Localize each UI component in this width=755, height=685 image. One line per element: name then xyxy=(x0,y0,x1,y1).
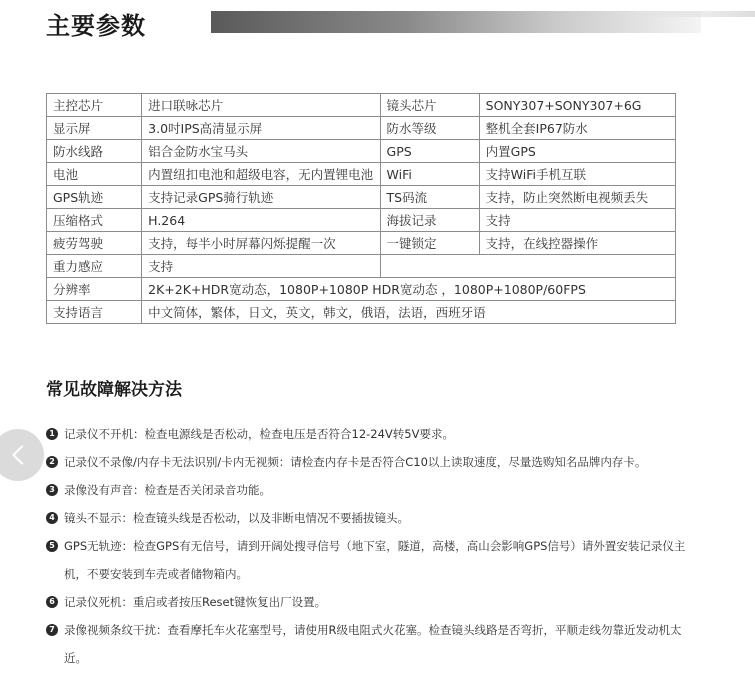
spec-label: 防水线路 xyxy=(47,140,142,163)
title-decoration-bar xyxy=(211,11,701,33)
spec-label: 一键锁定 xyxy=(380,232,479,255)
table-row xyxy=(47,94,676,117)
spec-value: 内置纽扣电池和超级电容，无内置锂电池 xyxy=(142,163,380,186)
table-row xyxy=(47,140,676,163)
spec-label: 显示屏 xyxy=(47,117,142,140)
spec-label: 分辨率 xyxy=(47,278,142,301)
spec-value: 内置GPS xyxy=(479,140,675,163)
title-bar-highlight xyxy=(631,11,755,17)
spec-label: WiFi xyxy=(380,163,479,186)
section-title: 常见故障解决方法 xyxy=(46,380,182,400)
number-badge: 3 xyxy=(46,484,58,496)
table-row xyxy=(47,186,676,209)
list-item xyxy=(46,448,696,476)
faq-text: 记录仪不录像/内存卡无法识别/卡内无视频：请检查内存卡是否符合C10以上读取速度，尽量选购知名品牌内存卡。 xyxy=(64,455,647,469)
spec-table xyxy=(46,93,676,324)
spec-label: TS码流 xyxy=(380,186,479,209)
spec-value: 2K+2K+HDR宽动态，1080P+1080P HDR宽动态 ，1080P+1080P/60FPS xyxy=(142,278,676,301)
spec-label: 支持语言 xyxy=(47,301,142,324)
prev-arrow-button[interactable] xyxy=(0,429,44,481)
spec-label: 主控芯片 xyxy=(47,94,142,117)
spec-value: 支持WiFi手机互联 xyxy=(479,163,675,186)
spec-label: 疲劳驾驶 xyxy=(47,232,142,255)
spec-value: 3.0吋IPS高清显示屏 xyxy=(142,117,380,140)
number-badge: 6 xyxy=(46,596,58,608)
list-item xyxy=(46,476,696,504)
number-badge: 7 xyxy=(46,624,58,636)
list-item xyxy=(46,532,696,588)
spec-label: 镜头芯片 xyxy=(380,94,479,117)
spec-label: 海拔记录 xyxy=(380,209,479,232)
faq-text: 录像视频条纹干扰：查看摩托车火花塞型号，请使用R级电阻式火花塞。检查镜头线路是否弯折，平顺走线勿靠近发动机太近。 xyxy=(64,623,682,665)
spec-label: 压缩格式 xyxy=(47,209,142,232)
table-row xyxy=(47,278,676,301)
empty-cell xyxy=(380,255,675,278)
spec-label: GPS轨迹 xyxy=(47,186,142,209)
spec-value: 进口联咏芯片 xyxy=(142,94,380,117)
number-badge: 1 xyxy=(46,428,58,440)
list-item xyxy=(46,420,696,448)
faq-text: 镜头不显示：检查镜头线是否松动，以及非断电情况不要插拔镜头。 xyxy=(64,511,409,525)
number-badge: 5 xyxy=(46,540,58,552)
spec-value: 支持，防止突然断电视频丢失 xyxy=(479,186,675,209)
table-row xyxy=(47,117,676,140)
spec-value: 支持，每半小时屏幕闪烁提醒一次 xyxy=(142,232,380,255)
spec-value: 支持，在线控器操作 xyxy=(479,232,675,255)
spec-value: SONY307+SONY307+6G xyxy=(479,94,675,117)
spec-value: H.264 xyxy=(142,209,380,232)
spec-value: 中文简体，繁体，日文，英文，韩文，俄语，法语，西班牙语 xyxy=(142,301,676,324)
spec-label: GPS xyxy=(380,140,479,163)
page-title: 主要参数 xyxy=(46,12,146,40)
table-row xyxy=(47,232,676,255)
spec-value: 支持记录GPS骑行轨迹 xyxy=(142,186,380,209)
spec-value: 支持 xyxy=(142,255,380,278)
list-item xyxy=(46,616,696,672)
spec-label: 重力感应 xyxy=(47,255,142,278)
faq-text: 录像没有声音：检查是否关闭录音功能。 xyxy=(64,483,271,497)
faq-list xyxy=(46,420,696,672)
number-badge: 4 xyxy=(46,512,58,524)
spec-label: 防水等级 xyxy=(380,117,479,140)
list-item xyxy=(46,504,696,532)
spec-value: 整机全套IP67防水 xyxy=(479,117,675,140)
faq-text: 记录仪死机：重启或者按压Reset键恢复出厂设置。 xyxy=(64,595,327,609)
spec-label: 电池 xyxy=(47,163,142,186)
number-badge: 2 xyxy=(46,456,58,468)
faq-text: GPS无轨迹：检查GPS有无信号，请到开阔处搜寻信号（地下室，隧道，高楼，高山会影响GPS信号）请外置安装记录仪主机，不要安装到车壳或者储物箱内。 xyxy=(64,539,686,581)
table-row xyxy=(47,209,676,232)
faq-text: 记录仪不开机：检查电源线是否松动，检查电压是否符合12-24V转5V要求。 xyxy=(64,427,454,441)
table-row xyxy=(47,301,676,324)
table-row xyxy=(47,163,676,186)
table-row xyxy=(47,255,676,278)
spec-value: 支持 xyxy=(479,209,675,232)
list-item xyxy=(46,588,696,616)
spec-value: 铝合金防水宝马头 xyxy=(142,140,380,163)
